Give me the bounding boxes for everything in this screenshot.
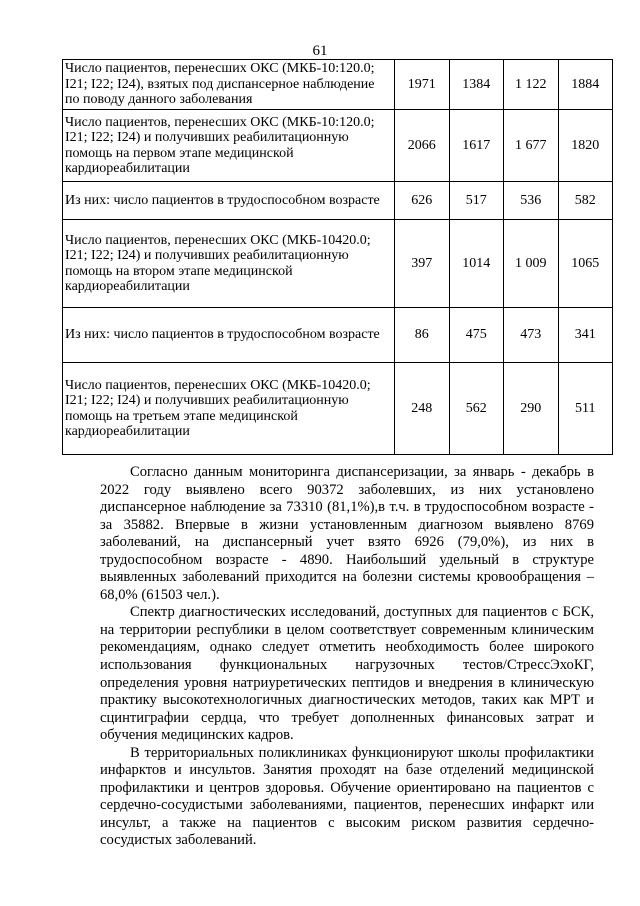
row-value: 1014 [449, 220, 504, 308]
row-label: Из них: число пациентов в трудоспособном возрасте [63, 308, 395, 363]
row-label: Число пациентов, перенесших ОКС (МКБ-10:120.0; I21; I22; I24), взятых под диспансерное наблюдение по поводу данного заболевания [63, 60, 395, 110]
row-value: 626 [395, 182, 450, 220]
table-row [63, 110, 613, 182]
row-value: 341 [558, 308, 613, 363]
row-value: 248 [395, 363, 450, 455]
paragraph: Спектр диагностических исследований, доступных для пациентов с БСК, на территории республики в целом соответствует современным клиническим рекомендациям, однако следует отметить необходимость более широкого использования функциональных нагрузочных тестов/СтрессЭхоКГ, определения уровня натриуретических пептидов и внедрения в клиническую практику высокотехнологичных диагностических методов, таких как МРТ и сцинтиграфии сердца, что требует дополненных финансовых затрат и обучения медицинских кадров. [100, 604, 594, 744]
row-value: 582 [558, 182, 613, 220]
row-label: Из них: число пациентов в трудоспособном возрасте [63, 182, 395, 220]
row-value: 517 [449, 182, 504, 220]
paragraph: В территориальных поликлиниках функционируют школы профилактики инфарктов и инсультов. Занятия проходят на базе отделений медицинской профилактики и центров здоровья. Обучение ориентировано на пациентов с сердечно-сосудистыми заболеваниями, пациентов, перенесших инфаркт или инсульт, а также на пациентов с высоким риском развития сердечно-сосудистых заболеваний. [100, 744, 594, 849]
row-value: 1384 [449, 60, 504, 110]
row-value: 397 [395, 220, 450, 308]
table-row [63, 60, 613, 110]
row-value: 86 [395, 308, 450, 363]
row-value: 536 [504, 182, 559, 220]
table-row [63, 182, 613, 220]
table-row [63, 308, 613, 363]
row-label: Число пациентов, перенесших ОКС (МКБ-10420.0; I21; I22; I24) и получивших реабилитационную помощь на третьем этапе медицинской кардиореабилитации [63, 363, 395, 455]
row-value: 1065 [558, 220, 613, 308]
row-value: 1 677 [504, 110, 559, 182]
table-row [63, 363, 613, 455]
row-label: Число пациентов, перенесших ОКС (МКБ-10:120.0; I21; I22; I24) и получивших реабилитационную помощь на первом этапе медицинской кардиореабилитации [63, 110, 395, 182]
row-value: 562 [449, 363, 504, 455]
row-value: 1884 [558, 60, 613, 110]
paragraph: Согласно данным мониторинга диспансеризации, за январь - декабрь в 2022 году выявлено всего 90372 заболевших, из них установлено диспансерное наблюдение за 73310 (81,1%),в т.ч. в трудоспособном возрасте - за 35882. Впервые в жизни установленным диагнозом выявлено 8769 заболеваний, на диспансерный учет взято 6926 (79,0%), из них в трудоспособном возрасте - 4890. Наибольший удельный в структуре выявленных заболеваний приходится на болезни системы кровообращения – 68,0% (61503 чел.). [100, 464, 594, 603]
row-value: 473 [504, 308, 559, 363]
row-label: Число пациентов, перенесших ОКС (МКБ-10420.0; I21; I22; I24) и получивших реабилитационную помощь на втором этапе медицинской кардиореабилитации [63, 220, 395, 308]
row-value: 1 122 [504, 60, 559, 110]
row-value: 290 [504, 363, 559, 455]
row-value: 475 [449, 308, 504, 363]
row-value: 1 009 [504, 220, 559, 308]
body-text [100, 464, 594, 850]
table-row [63, 220, 613, 308]
row-value: 1617 [449, 110, 504, 182]
row-value: 2066 [395, 110, 450, 182]
row-value: 1820 [558, 110, 613, 182]
row-value: 511 [558, 363, 613, 455]
page-number: 61 [312, 43, 328, 59]
row-value: 1971 [395, 60, 450, 110]
statistics-table [62, 59, 613, 455]
